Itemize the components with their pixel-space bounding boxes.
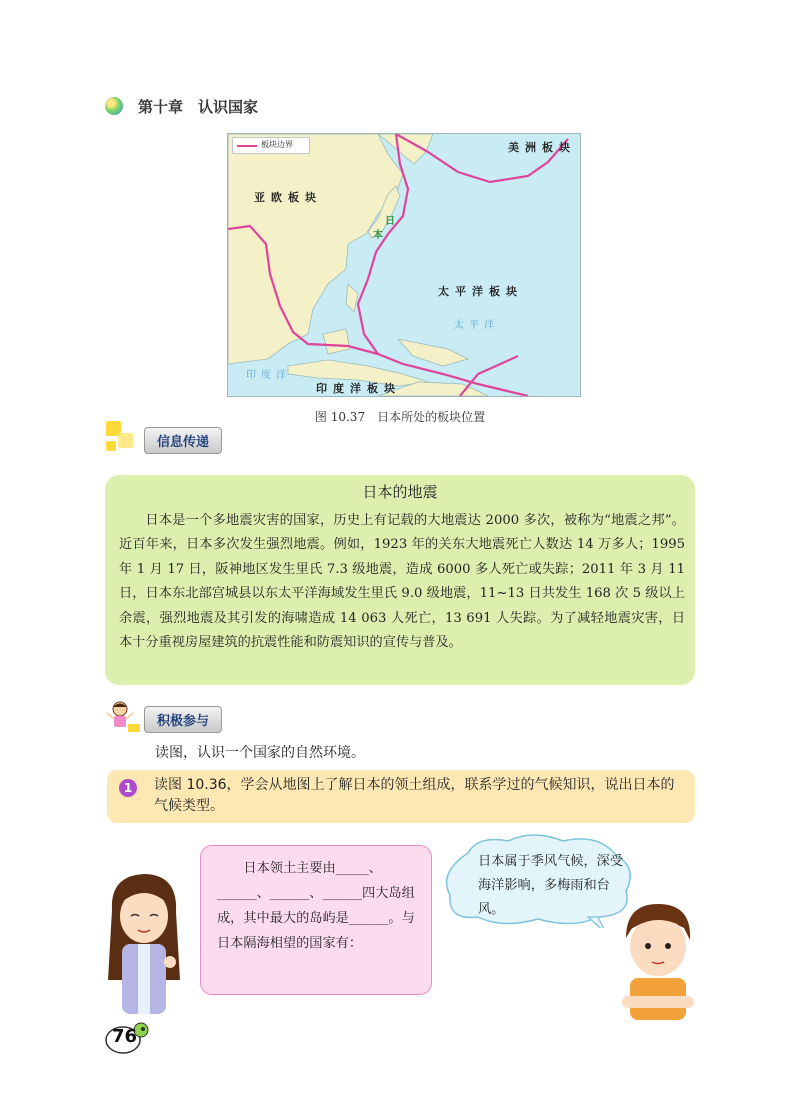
child-icon (106, 700, 142, 736)
task-box (107, 770, 695, 823)
chapter-icon (105, 97, 123, 115)
girl-speech-rest: ______、______、______四大岛组成，其中最大的岛屿是______。与日本隔海相望的国家有： (217, 886, 415, 951)
boy-thought-text: 日本属于季风气候，深受海洋影响，多梅雨和台风。 (478, 854, 624, 917)
plate-map (227, 133, 581, 397)
philippines (346, 284, 358, 312)
info-body: 日本是一个多地震灾害的国家，历史上有记载的大地震达 2000 多次，被称为“地震之邦”。近百年来，日本多次发生强烈地震。例如，1923 年的关东大地震死亡人数达 14 万多人；1995 年 1 月 17 日，阪神地区发生里氏 7.3 级地震，造成 6000 多人死亡或失踪；2011 年 3 月 11 日，日本东北部宫城县以东太平洋海域发生里氏 9.0 级地震，11~13 日共发生 168 次 5 级以上余震，强烈地震及其引发的海啸造成 14 063 人死亡，13 691 人失踪。为了减轻地震灾害，日本十分重视房屋建筑的抗震性能和防震知识的宣传与普及。 (119, 513, 685, 651)
map-graphic (228, 134, 580, 396)
girl-speech-line1: 日本领土主要由_____、 (243, 861, 382, 876)
boy-illustration (612, 900, 702, 1020)
task-text: 读图 10.36，学会从地图上了解日本的领土组成，联系学过的气候知识，说出日本的气候类型。 (154, 777, 675, 814)
label-pacific-plate: 太平洋板块 (438, 285, 523, 298)
label-indian-ocean: 印度洋 (246, 370, 291, 381)
figure-caption: 图 10.37 日本所处的板块位置 (314, 410, 486, 424)
label-japan-ben: 本 (373, 230, 383, 241)
label-america-plate: 美洲板块 (508, 141, 576, 154)
page-number: 76 (112, 1026, 138, 1047)
chapter-title: 第十章 认识国家 (138, 98, 259, 116)
participate-badge-label: 积极参与 (144, 706, 222, 733)
task-number-badge: 1 (119, 779, 137, 797)
info-badge-label: 信息传递 (144, 427, 222, 454)
girl-speech-bubble (200, 845, 432, 995)
label-pacific-ocean: 太平洋 (454, 320, 499, 331)
girl-speech-text (217, 856, 422, 956)
girl-illustration (100, 870, 190, 1020)
info-title: 日本的地震 (362, 483, 438, 501)
label-eurasia-plate: 亚欧板块 (254, 191, 322, 204)
label-india-plate: 印度洋板块 (316, 382, 401, 395)
info-badge (106, 421, 306, 457)
earthquake-info-box (105, 475, 695, 685)
badge-square-icon (106, 441, 116, 451)
new-guinea (398, 339, 468, 366)
participate-intro: 读图，认识一个国家的自然环境。 (155, 745, 365, 761)
badge-square-icon (118, 433, 133, 448)
borneo (323, 329, 350, 354)
participate-badge (106, 700, 306, 736)
legend-line (237, 145, 257, 147)
label-japan-ri: 日 (385, 216, 395, 227)
map-legend (232, 137, 310, 154)
legend-label: 板块边界 (261, 140, 293, 149)
